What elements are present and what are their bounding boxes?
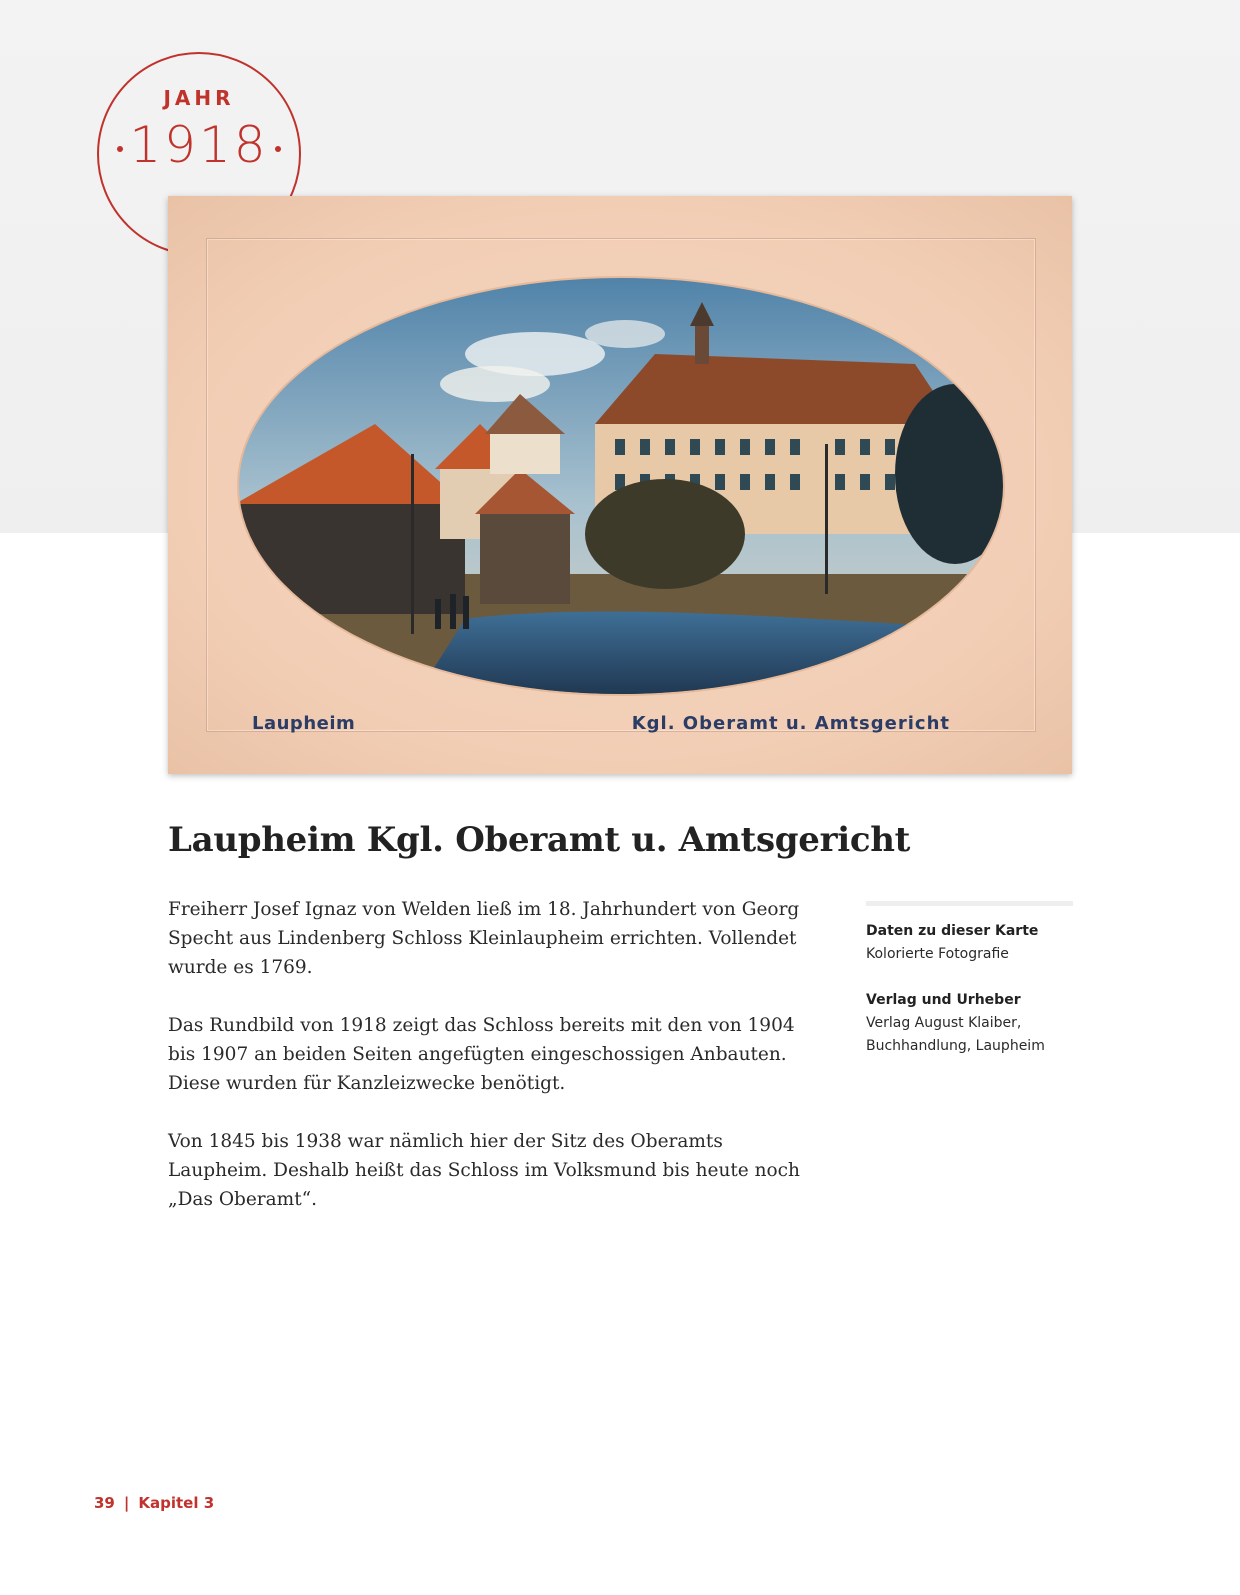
postcard-oval-photo — [235, 274, 1007, 698]
card-data-label: Daten zu dieser Karte — [866, 923, 1039, 939]
postcard-caption-left: Laupheim — [252, 713, 356, 734]
card-info-sidebar — [866, 901, 1073, 1081]
page-number: 39 — [94, 1494, 115, 1512]
page-footer — [94, 1494, 214, 1512]
pole — [411, 454, 414, 634]
person — [463, 596, 469, 629]
barn-wall — [235, 504, 465, 614]
publisher-line: Verlag August Klaiber, — [866, 1015, 1022, 1031]
card-data-value: Kolorierte Fotografie — [866, 946, 1009, 962]
article-body — [168, 895, 808, 1243]
publisher-block — [866, 989, 1073, 1058]
person — [435, 599, 441, 629]
stamp-year: 1918 — [129, 116, 269, 174]
castle-tower — [695, 324, 709, 364]
trees-center — [585, 479, 745, 589]
house-wall — [480, 514, 570, 604]
stamp-label: JAHR — [163, 86, 235, 110]
page-title: Laupheim Kgl. Oberamt u. Amtsgericht — [168, 820, 911, 860]
postcard-caption-right: Kgl. Oberamt u. Amtsgericht — [631, 713, 950, 734]
postcard-image — [168, 196, 1072, 774]
pole — [825, 444, 828, 594]
cloud — [440, 366, 550, 402]
stamp-dot-left — [117, 146, 123, 152]
cloud — [585, 320, 665, 348]
paragraph: Von 1845 bis 1938 war nämlich hier der Sitz des Oberamts Laupheim. Deshalb heißt das Schloss im Volksmund bis heute noch „Das Oberamt“. — [168, 1131, 800, 1210]
chapter-label: Kapitel 3 — [138, 1494, 215, 1512]
paragraph: Das Rundbild von 1918 zeigt das Schloss bereits mit den von 1904 bis 1907 an beiden Seiten angefügten eingeschossigen Anbauten. Diese wurden für Kanzleizwecke benötigt. — [168, 1015, 795, 1094]
publisher-line: Buchhandlung, Laupheim — [866, 1038, 1045, 1054]
stamp-dot-right — [275, 146, 281, 152]
card-data-block — [866, 920, 1073, 966]
publisher-label: Verlag und Urheber — [866, 992, 1021, 1008]
paragraph: Freiherr Josef Ignaz von Welden ließ im 18. Jahrhundert von Georg Specht aus Lindenberg Schloss Kleinlaupheim errichten. Vollendet wurde es 1769. — [168, 899, 800, 978]
footer-separator: | — [123, 1494, 130, 1512]
person — [450, 594, 456, 629]
house-wall — [490, 434, 560, 474]
castle-roof — [595, 354, 955, 424]
